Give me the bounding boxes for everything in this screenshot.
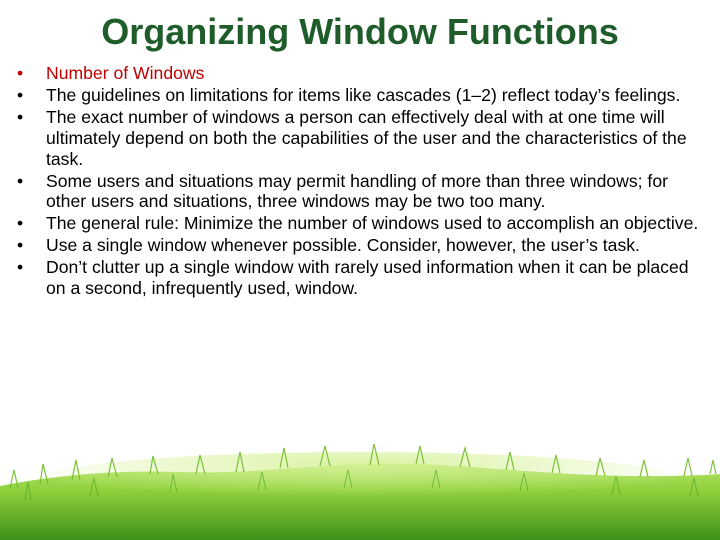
bullet-item xyxy=(16,213,706,234)
bullet-dot-icon: • xyxy=(17,213,24,234)
bullet-text: The exact number of windows a person can effectively deal with at one time will ultimately depend on both the capabilities of the user and the characteristics of the task. xyxy=(46,106,687,169)
bullet-item xyxy=(16,235,706,256)
grass-decoration xyxy=(0,430,720,540)
bullet-text: Don’t clutter up a single window with rarely used information when it can be placed on a second, infrequently used, window. xyxy=(46,257,689,299)
bullet-item xyxy=(16,85,706,106)
bullet-dot-icon: • xyxy=(17,235,24,256)
bullet-dot-icon: • xyxy=(17,63,24,83)
bullet-item xyxy=(16,107,706,170)
bullet-item xyxy=(16,257,706,299)
bullet-dot-icon: • xyxy=(17,106,24,127)
bullet-dot-icon: • xyxy=(17,170,24,191)
bullet-text: Some users and situations may permit handling of more than three windows; for other users and situations, three windows may be two too many. xyxy=(46,170,668,212)
bullet-item xyxy=(16,171,706,213)
slide-title: Organizing Window Functions xyxy=(101,11,619,52)
bullet-text: Use a single window whenever possible. Consider, however, the user’s task. xyxy=(46,235,640,256)
bullet-dot-icon: • xyxy=(17,257,24,278)
bullet-list xyxy=(16,63,706,300)
bullet-text: The guidelines on limitations for items like cascades (1–2) reflect today’s feelings. xyxy=(46,84,681,105)
bullet-text: Number of Windows xyxy=(46,63,205,83)
bullet-dot-icon: • xyxy=(17,84,24,105)
bullet-text: The general rule: Minimize the number of windows used to accomplish an objective. xyxy=(46,213,699,234)
bullet-item xyxy=(16,63,706,84)
